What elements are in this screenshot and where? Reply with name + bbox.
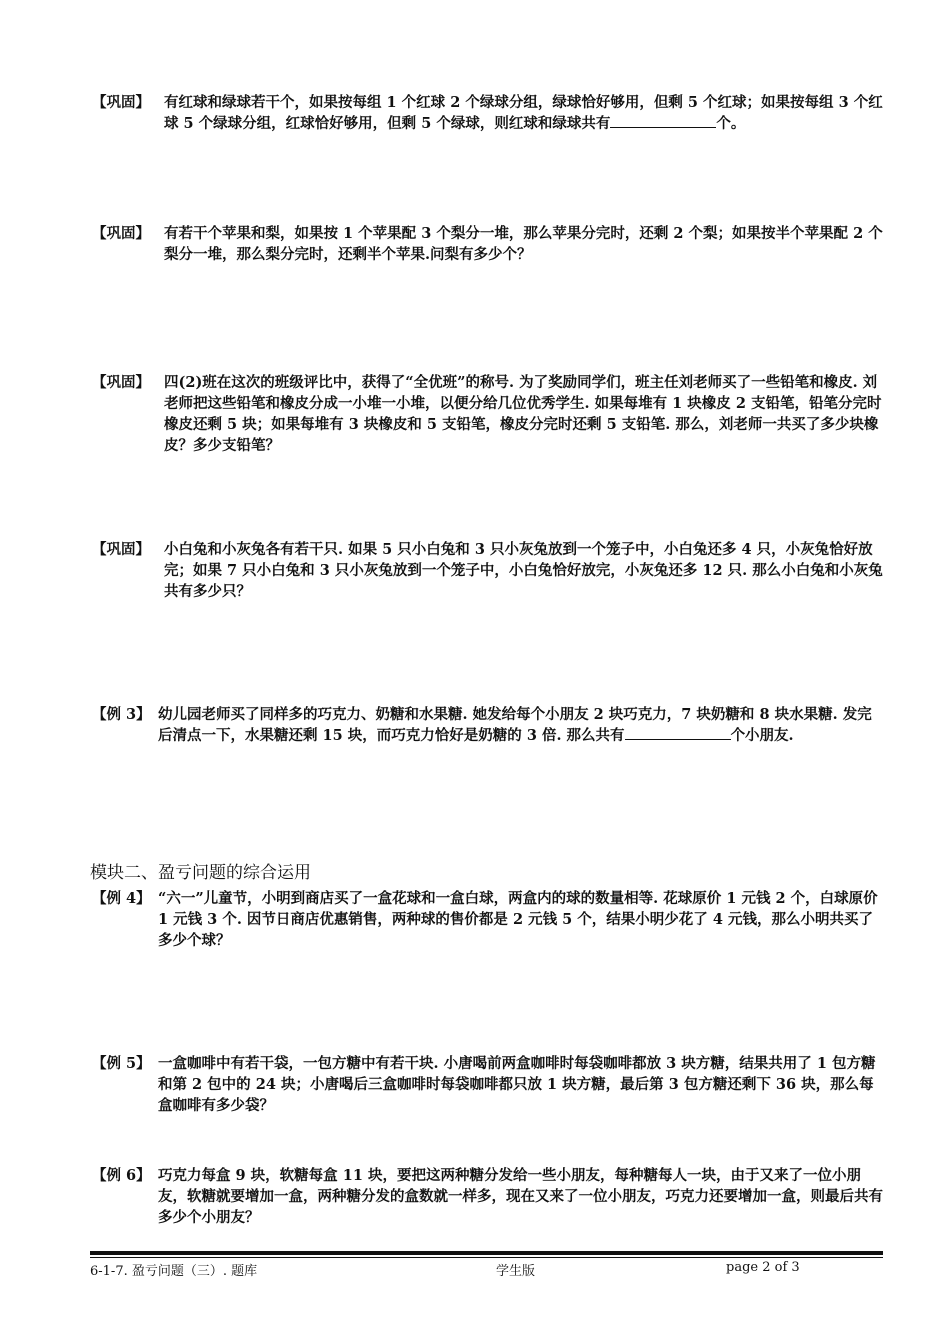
- problem-tag: 【巩固】: [92, 225, 150, 242]
- problem-text: 小白兔和小灰兔各有若干只. 如果 5 只小白兔和 3 只小灰兔放到一个笼子中，小白兔还多 4 只，小灰兔恰好放完；如果 7 只小白兔和 3 只小灰兔放到一个笼子中，小白兔恰好放完，小灰兔还多 12 只. 那么小白兔和小灰兔共有多少只？: [164, 541, 883, 600]
- footer-rule-thick: [90, 1251, 883, 1255]
- problem-tag: 【巩固】: [92, 374, 150, 391]
- problem-consolidation-4: [92, 539, 886, 602]
- problem-example-6: [92, 1165, 886, 1228]
- problem-text-end: 个。: [716, 115, 746, 132]
- answer-blank: [610, 113, 716, 128]
- problem-text: 有若干个苹果和梨，如果按 1 个苹果配 3 个梨分一堆，那么苹果分完时，还剩 2 个梨；如果按半个苹果配 2 个梨分一堆，那么梨分完时，还剩半个苹果.问梨有多少个？: [164, 225, 883, 263]
- footer-page-number: page 2 of 3: [726, 1260, 800, 1275]
- problem-example-5: [92, 1053, 886, 1116]
- problem-tag: 【例 5】: [92, 1055, 151, 1072]
- problem-consolidation-3: [92, 372, 886, 456]
- problem-text: 幼儿园老师买了同样多的巧克力、奶糖和水果糖. 她发给每个小朋友 2 块巧克力，7 块奶糖和 8 块水果糖. 发完后清点一下，水果糖还剩 15 块，而巧克力恰好是奶糖的 3 倍. 那么共有: [158, 706, 872, 744]
- problem-text: “六一”儿童节，小明到商店买了一盒花球和一盒白球，两盒内的球的数量相等. 花球原价 1 元钱 2 个，白球原价 1 元钱 3 个. 因节日商店优惠销售，两种球的售价都是 2 元钱 5 个，结果小明少花了 4 元钱，那么小明共买了多少个球？: [158, 890, 878, 949]
- problem-text: 巧克力每盒 9 块，软糖每盒 11 块，要把这两种糖分发给一些小朋友，每种糖每人一块，由于又来了一位小朋友，软糖就要增加一盒，两种糖分发的盒数就一样多，现在又来了一位小朋友，巧克力还要增加一盒，则最后共有多少个小朋友？: [158, 1167, 883, 1226]
- problem-consolidation-2: [92, 223, 886, 265]
- footer-doc-title: 6-1-7. 盈亏问题（三）. 题库: [90, 1264, 258, 1279]
- problem-consolidation-1: [92, 92, 886, 134]
- problem-tag: 【例 4】: [92, 890, 151, 907]
- problem-text: 四(2)班在这次的班级评比中，获得了“全优班”的称号. 为了奖励同学们，班主任刘老师买了一些铅笔和橡皮. 刘老师把这些铅笔和橡皮分成一小堆一小堆，以便分给几位优秀学生. 如果每堆有 1 块橡皮 2 支铅笔，铅笔分完时橡皮还剩 5 块；如果每堆有 3 块橡皮和 5 支铅笔，橡皮分完时还剩 5 支铅笔. 那么，刘老师一共买了多少块橡皮？多少支铅笔？: [164, 374, 882, 454]
- problem-text: 一盒咖啡中有若干袋，一包方糖中有若干块. 小唐喝前两盒咖啡时每袋咖啡都放 3 块方糖，结果共用了 1 包方糖和第 2 包中的 24 块；小唐喝后三盒咖啡时每袋咖啡都只放 1 块方糖，最后第 3 包方糖还剩下 36 块，那么每盒咖啡有多少袋？: [158, 1055, 876, 1114]
- footer-rule-thin: [90, 1257, 883, 1258]
- answer-blank: [625, 725, 731, 740]
- problem-example-4: [92, 888, 886, 951]
- problem-text: 有红球和绿球若干个，如果按每组 1 个红球 2 个绿球分组，绿球恰好够用，但剩 5 个红球；如果按每组 3 个红球 5 个绿球分组，红球恰好够用，但剩 5 个绿球，则红球和绿球共有: [164, 94, 883, 132]
- problem-tag: 【例 3】: [92, 706, 151, 723]
- problem-example-3: [92, 704, 886, 746]
- problem-tag: 【巩固】: [92, 541, 150, 558]
- problem-tag: 【巩固】: [92, 94, 150, 111]
- problem-tag: 【例 6】: [92, 1167, 151, 1184]
- footer-edition: 学生版: [496, 1264, 536, 1279]
- problem-text-end: 个小朋友.: [730, 727, 794, 744]
- section-title: 模块二、盈亏问题的综合运用: [90, 863, 311, 883]
